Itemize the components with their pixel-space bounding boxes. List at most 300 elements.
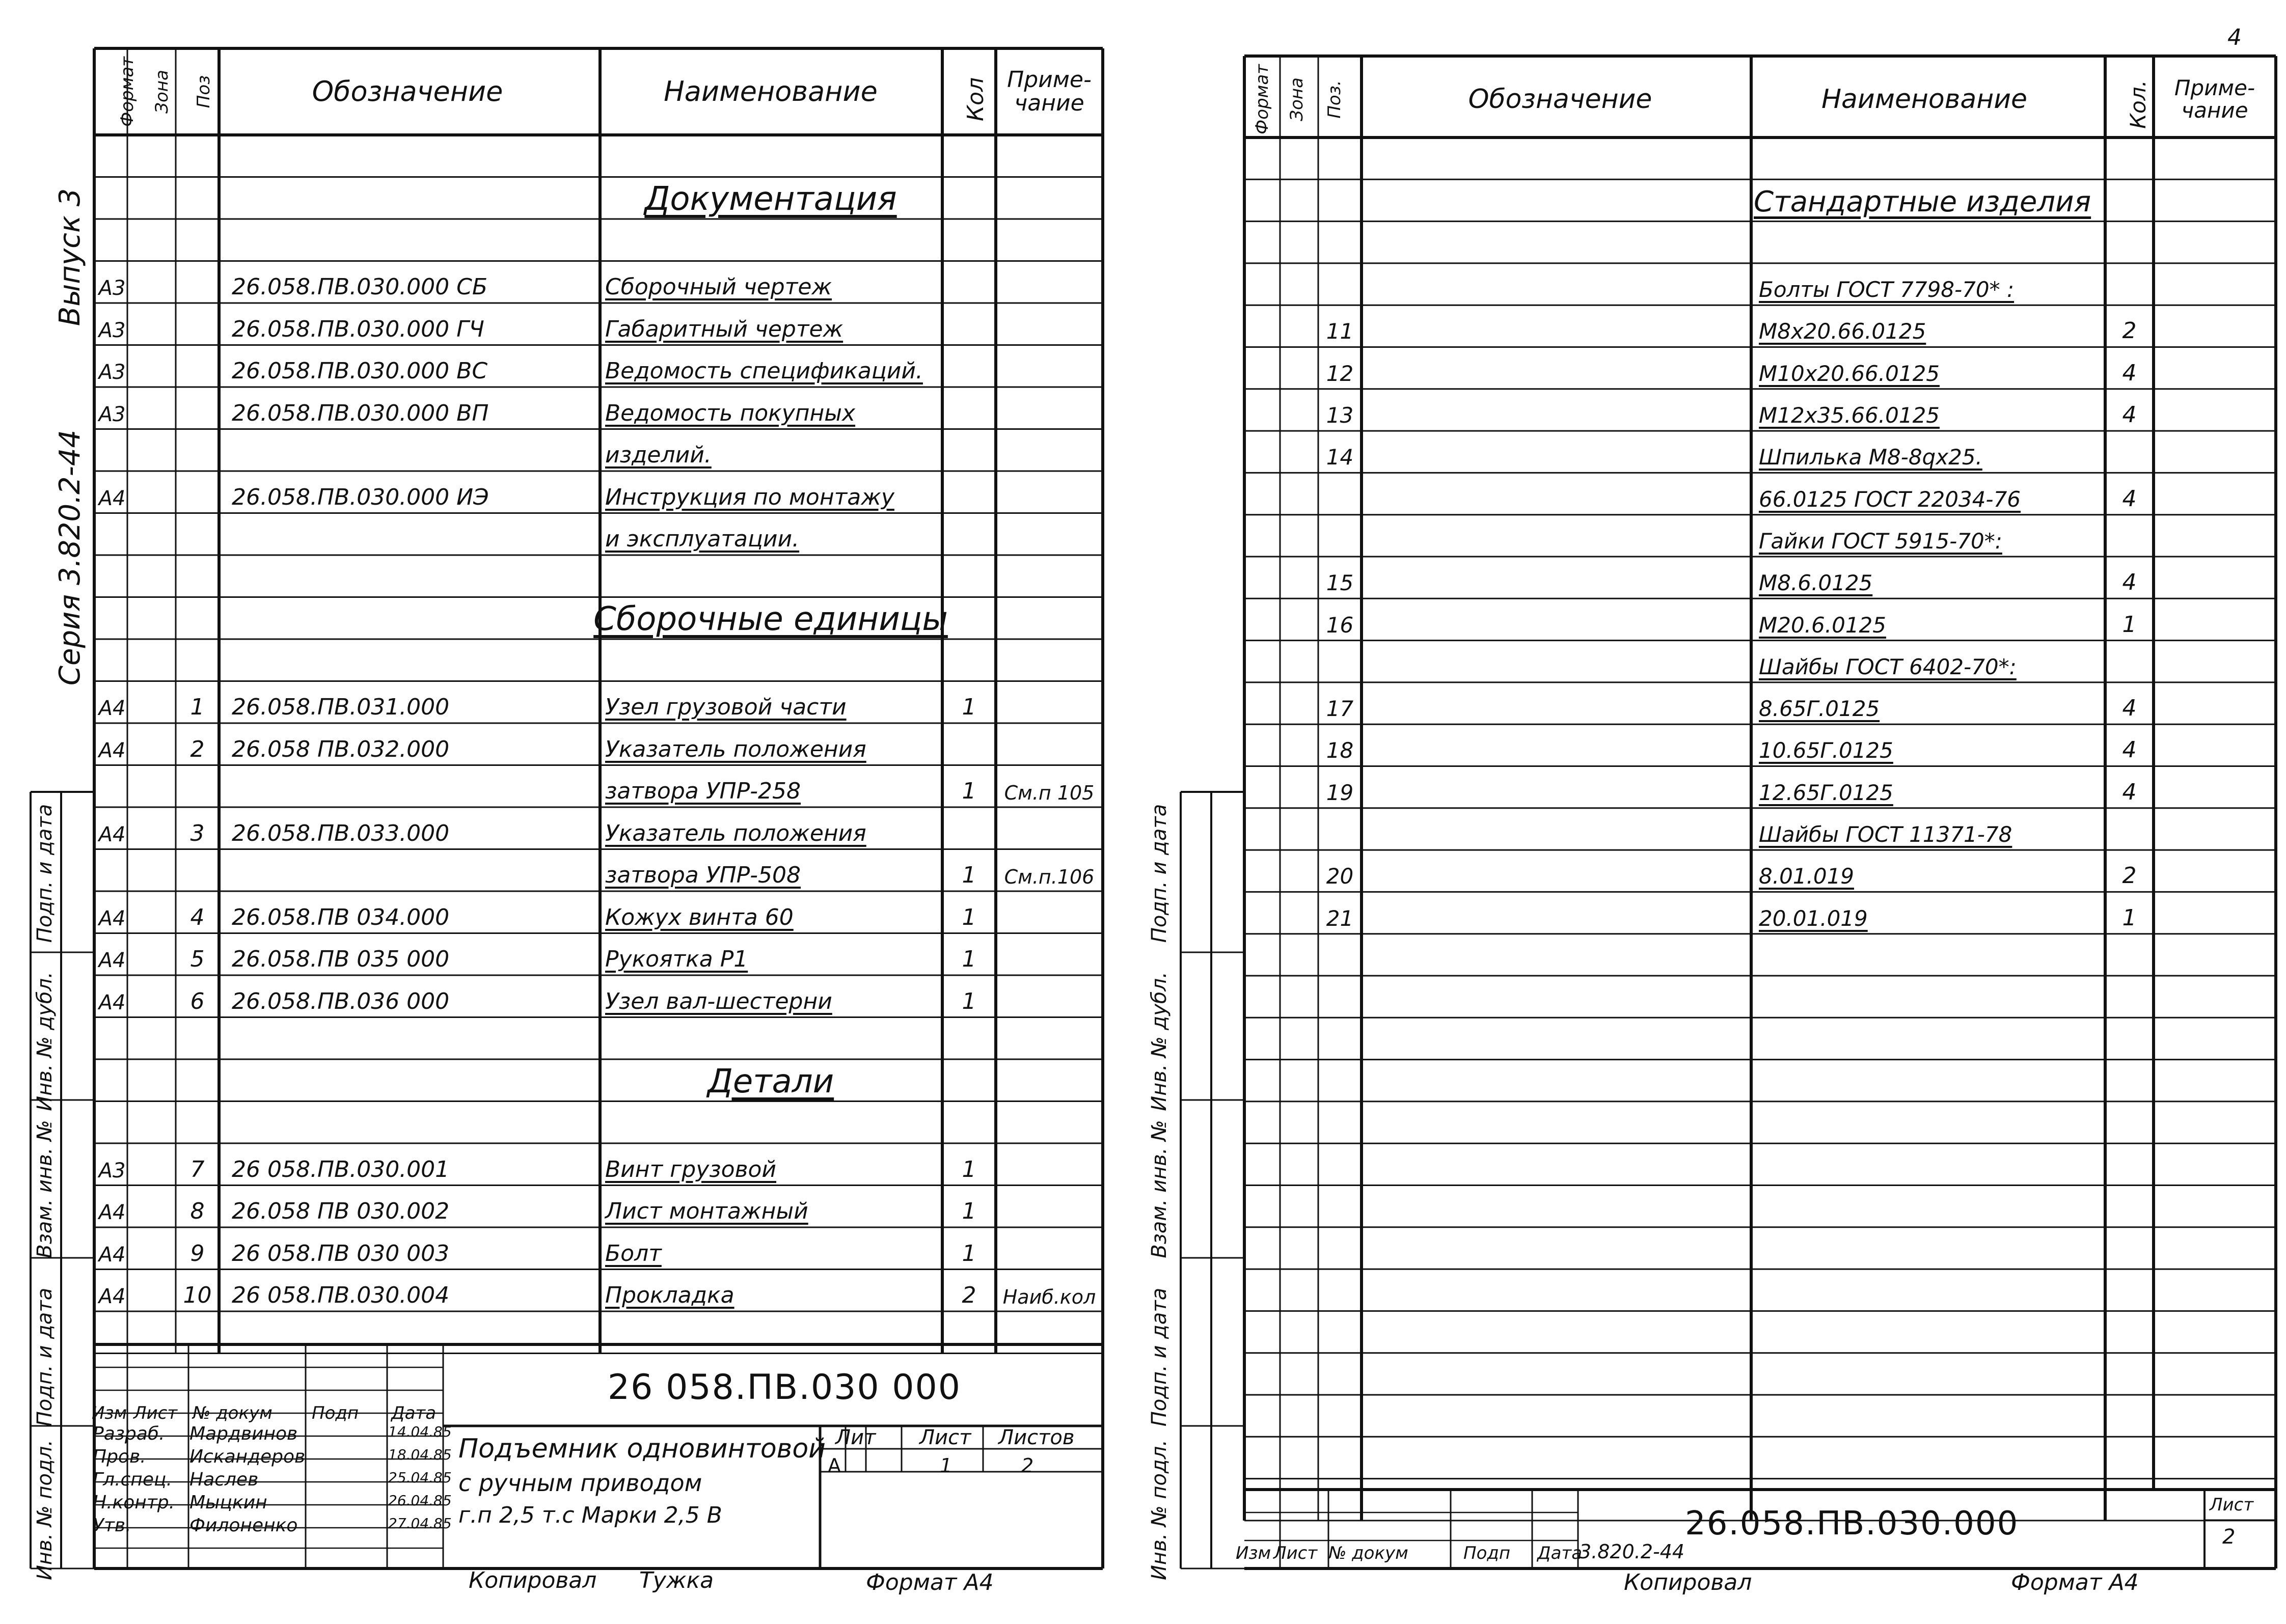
r-tb-col-doc: № докум: [1328, 1543, 1408, 1563]
left-row-qty: [942, 303, 996, 345]
sheet-label: Лист: [919, 1426, 971, 1449]
r-header-note-line2: чание: [2181, 98, 2248, 123]
left-row-name: Габаритный чертеж: [605, 316, 843, 342]
left-row-fmt: А4: [98, 1285, 126, 1308]
r-sheet-label: Лист: [2210, 1495, 2254, 1515]
sheet-value: 1: [940, 1454, 953, 1477]
right-row-name: М8.6.0125: [1759, 570, 1873, 596]
left-row-name: затвора УПР-258: [605, 778, 801, 804]
left-row-des: [232, 1311, 598, 1354]
right-row-des: [1369, 431, 1746, 473]
signatory-role: Пров.: [93, 1446, 146, 1467]
left-row-qty: [942, 513, 996, 556]
right-row-pos: 21: [1326, 905, 1354, 931]
right-row-pos: 16: [1326, 612, 1354, 638]
copied-label: Копировал: [469, 1567, 597, 1593]
left-row-name: Сборочный чертеж: [605, 274, 832, 300]
left-row-note: [996, 933, 1103, 976]
left-row-name: Сборочные единицы: [593, 600, 948, 638]
right-row-qty: 4: [2122, 360, 2137, 386]
tb-col-list: Лист: [133, 1403, 178, 1423]
right-row-des: [1369, 389, 1746, 431]
r-header-format: Формат: [1252, 64, 1272, 134]
right-row-qty: 2: [2122, 318, 2137, 344]
left-row-fmt: [97, 135, 127, 177]
strip-orig-inv: Инв. № подл.: [33, 1440, 57, 1580]
left-row-qty: [942, 555, 996, 597]
right-row-name: [1759, 137, 2105, 179]
left-row-qty: [942, 261, 996, 304]
left-row-name: и эксплуатации.: [605, 526, 800, 552]
left-row-pos: [176, 177, 219, 219]
right-row-des: [1369, 557, 1746, 598]
left-row-pos: 4: [190, 904, 205, 930]
left-row-name: Узел грузовой части: [605, 694, 847, 720]
right-row-pos: [1318, 515, 1362, 557]
left-row-pos: [176, 1311, 219, 1354]
signatory-date: 27.04.85: [388, 1515, 452, 1532]
right-row-qty: [2105, 515, 2154, 557]
right-row-name: Шайбы ГОСТ 6402-70*:: [1759, 654, 2017, 679]
left-row-des: 26 058.ПВ.030.001: [232, 1156, 450, 1182]
left-row-des: [232, 849, 598, 892]
left-row-qty: 1: [962, 1198, 976, 1224]
page-number: 4: [2227, 24, 2242, 50]
left-row-pos: [176, 135, 219, 177]
right-row-name: 20.01.019: [1759, 905, 1868, 931]
left-row-name: изделий.: [605, 442, 712, 468]
r-header-note: [2154, 56, 2276, 143]
r-tb-col-list: Лист: [1273, 1543, 1318, 1563]
left-row-pos: [176, 261, 219, 304]
left-row-fmt: А3: [98, 361, 126, 384]
left-row-fmt: А4: [98, 990, 126, 1014]
left-row-note: [996, 429, 1103, 472]
left-row-name: Узел вал-шестерни: [605, 988, 832, 1014]
left-row-qty: [942, 639, 996, 681]
left-row-fmt: А4: [98, 1201, 126, 1224]
signatory-role: Утв.: [93, 1515, 131, 1536]
right-row-name: 10.65Г.0125: [1759, 738, 1893, 763]
left-row-note: [996, 975, 1103, 1017]
right-row-pos: [1318, 263, 1362, 305]
r-copied-label: Копировал: [1624, 1570, 1752, 1595]
left-row-des: 26.058.ПВ.030.000 ИЭ: [232, 484, 489, 510]
left-row-des: [232, 219, 598, 261]
signatory-name: Мыцкин: [189, 1492, 267, 1513]
left-row-note: [996, 891, 1103, 933]
tb-col-izm: Изм: [92, 1403, 127, 1423]
header-note-line1: Приме-: [1007, 66, 1092, 93]
r-format-label: Формат А4: [2011, 1570, 2139, 1595]
left-row-qty: 1: [962, 988, 976, 1014]
right-row-pos: 11: [1326, 319, 1354, 344]
left-row-note: [996, 681, 1103, 724]
left-row-qty: [942, 1059, 996, 1102]
left-row-fmt: А3: [98, 277, 126, 300]
left-row-name: Указатель положения: [605, 736, 866, 762]
left-row-qty: [942, 597, 996, 640]
left-row-fmt: [97, 555, 127, 597]
right-row-name: 8.01.019: [1759, 864, 1855, 889]
left-row-des: [232, 639, 598, 681]
header-note-line2: чание: [1014, 90, 1084, 116]
r-strip-orig-inv: Инв. № подл.: [1148, 1440, 1171, 1580]
right-row-qty: 4: [2122, 737, 2137, 763]
signatory-date: 25.04.85: [388, 1469, 452, 1486]
left-row-note: [996, 219, 1103, 261]
left-row-fmt: [97, 513, 127, 556]
r-strip-dup-inv: Инв. № дубл.: [1148, 972, 1171, 1111]
signatory-date: 18.04.85: [388, 1446, 452, 1463]
left-row-des: 26.058.ПВ 035 000: [232, 946, 450, 972]
left-row-fmt: [97, 1059, 127, 1102]
left-row-fmt: [97, 429, 127, 472]
right-row-name: М10х20.66.0125: [1759, 361, 1940, 386]
left-row-fmt: [97, 639, 127, 681]
left-row-name: Болт: [605, 1240, 662, 1267]
signatory-date: 26.04.85: [388, 1492, 452, 1509]
left-row-des: 26.058.ПВ.030.000 ВС: [232, 358, 488, 384]
left-row-note: [996, 1143, 1103, 1186]
left-row-des: 26.058.ПВ.030.000 СБ: [232, 274, 488, 300]
right-row-qty: 1: [2122, 904, 2137, 931]
left-row-name: [605, 1017, 946, 1060]
left-row-note: [996, 471, 1103, 513]
right-row-pos: [1318, 808, 1362, 850]
left-row-name: Ведомость спецификаций.: [605, 358, 923, 384]
left-row-des: 26.058.ПВ.031.000: [232, 694, 450, 720]
left-row-name: [605, 639, 946, 681]
left-row-fmt: А4: [98, 949, 126, 972]
left-row-note: [996, 1017, 1103, 1060]
left-row-name: Винт грузовой: [605, 1156, 777, 1182]
left-row-qty: 1: [962, 904, 976, 930]
right-row-name: М20.6.0125: [1759, 612, 1886, 638]
right-row-name: 12.65Г.0125: [1759, 780, 1893, 805]
left-row-fmt: А4: [98, 738, 126, 762]
left-row-fmt: А3: [98, 1159, 126, 1182]
right-row-des: [1369, 137, 1746, 179]
left-row-qty: 1: [962, 778, 976, 804]
left-row-des: 26.058 ПВ.032.000: [232, 736, 450, 762]
right-row-des: [1369, 263, 1746, 305]
left-row-des: [232, 177, 598, 219]
right-row-pos: 20: [1326, 864, 1354, 889]
left-row-name: Ведомость покупных: [605, 400, 856, 426]
r-header-zone: Зона: [1287, 77, 1307, 121]
right-row-des: [1369, 179, 1746, 221]
r-doc-number: 26.058.ПВ.030.000: [1685, 1505, 2019, 1543]
left-row-qty: 1: [962, 694, 976, 720]
left-row-qty: [942, 471, 996, 513]
left-row-fmt: [97, 219, 127, 261]
left-row-qty: 2: [962, 1282, 976, 1308]
left-row-name: Лист монтажный: [605, 1198, 808, 1224]
right-row-des: [1369, 724, 1746, 766]
left-row-fmt: [97, 765, 127, 808]
left-row-name: Прокладка: [605, 1282, 734, 1308]
r-series: 3.820.2-44: [1579, 1540, 1685, 1563]
left-row-note: [996, 597, 1103, 640]
left-row-des: 26 058.ПВ.030.004: [232, 1282, 450, 1308]
left-row-note: [996, 639, 1103, 681]
left-row-note: [996, 1227, 1103, 1270]
right-row-pos: [1318, 473, 1362, 514]
left-row-fmt: [97, 849, 127, 892]
left-row-des: 26.058.ПВ.036 000: [232, 988, 450, 1014]
left-row-note: [996, 303, 1103, 345]
right-row-pos: [1318, 179, 1362, 221]
left-row-qty: [942, 723, 996, 765]
right-row-qty: [2105, 222, 2154, 263]
left-row-pos: 9: [190, 1240, 205, 1267]
r-tb-col-date: Дата: [1537, 1543, 1583, 1563]
right-row-qty: 4: [2122, 569, 2137, 596]
left-row-fmt: [97, 1102, 127, 1144]
left-row-note: [996, 1186, 1103, 1228]
left-row-pos: [176, 597, 219, 640]
signatory-role: Гл.спец.: [93, 1469, 172, 1490]
left-row-des: [232, 135, 598, 177]
left-row-name: Указатель положения: [605, 820, 866, 846]
product-line2: с ручным приводом: [458, 1469, 702, 1497]
left-row-note: [996, 345, 1103, 388]
left-row-note: [996, 177, 1103, 219]
header-format: Формат: [117, 57, 138, 127]
left-row-fmt: [97, 1311, 127, 1354]
strip-repl-inv: Взам. инв. №: [33, 1120, 57, 1258]
left-row-des: 26.058 ПВ 030.002: [232, 1198, 450, 1224]
left-row-fmt: [97, 597, 127, 640]
sheets-label: Листов: [998, 1426, 1075, 1449]
left-row-qty: 1: [962, 946, 976, 972]
signatory-role: Разраб.: [93, 1423, 165, 1444]
copied-name: Тужка: [639, 1567, 714, 1593]
left-row-pos: [176, 639, 219, 681]
left-row-name: [605, 219, 946, 261]
left-row-fmt: А4: [98, 486, 126, 510]
header-qty: Кол: [963, 77, 989, 122]
left-row-note: [996, 387, 1103, 429]
right-row-pos: 17: [1326, 696, 1354, 722]
left-row-pos: [176, 555, 219, 597]
r-strip-sign-date-1: Подп. и дата: [1148, 804, 1171, 943]
issue-label: Выпуск 3: [53, 188, 87, 326]
left-row-pos: [176, 849, 219, 892]
left-row-pos: [176, 219, 219, 261]
header-designation: Обозначение: [312, 75, 503, 107]
right-sheet: [1135, 0, 2286, 1624]
tb-col-date: Дата: [391, 1403, 437, 1423]
left-row-des: 26 058.ПВ 030 003: [232, 1240, 450, 1267]
left-row-des: [232, 597, 598, 640]
left-row-des: 26.058.ПВ.030.000 ГЧ: [232, 316, 484, 342]
left-row-name: Рукоятка Р1: [605, 946, 748, 972]
lit-label: Лит: [835, 1426, 876, 1449]
left-row-qty: 1: [962, 862, 976, 888]
strip-sign-date-1: Подп. и дата: [33, 804, 57, 943]
right-row-name: Стандартные изделия: [1754, 185, 2091, 218]
left-row-note: [996, 555, 1103, 597]
right-row-pos: 14: [1326, 445, 1354, 470]
left-row-pos: [176, 1059, 219, 1102]
right-row-qty: [2105, 808, 2154, 850]
signatory-name: Искандеров: [189, 1446, 306, 1467]
right-row-qty: 4: [2122, 779, 2137, 805]
left-row-fmt: А4: [98, 1243, 126, 1267]
left-row-des: [232, 513, 598, 556]
right-row-des: [1369, 641, 1746, 682]
right-row-des: [1369, 473, 1746, 514]
left-row-pos: 7: [190, 1156, 205, 1182]
right-row-qty: [2105, 641, 2154, 682]
right-row-pos: [1318, 137, 1362, 179]
header-name: Наименование: [664, 75, 878, 107]
left-row-name: Инструкция по монтажу: [605, 484, 894, 510]
r-header-pos: Поз.: [1324, 80, 1345, 119]
header-note: [996, 48, 1103, 135]
right-row-qty: [2105, 431, 2154, 473]
signatory-name: Мардвинов: [189, 1423, 298, 1444]
left-row-des: 26.058.ПВ 034.000: [232, 904, 450, 930]
r-header-name: Наименование: [1821, 84, 2028, 115]
left-row-note: [996, 513, 1103, 556]
right-row-pos: 19: [1326, 780, 1354, 805]
left-row-name: [605, 1102, 946, 1144]
left-row-des: [232, 765, 598, 808]
left-row-note: [996, 135, 1103, 177]
left-row-pos: 8: [190, 1198, 205, 1224]
left-row-qty: [942, 345, 996, 388]
left-row-pos: [176, 1017, 219, 1060]
strip-dup-inv: Инв. № дубл.: [33, 972, 57, 1111]
signatory-role: Н.контр.: [93, 1492, 175, 1513]
left-row-note: [996, 723, 1103, 765]
left-row-des: 26.058.ПВ.030.000 ВП: [232, 400, 489, 426]
left-row-des: 26.058.ПВ.033.000: [232, 820, 450, 846]
right-row-qty: 1: [2122, 611, 2137, 638]
left-row-qty: [942, 429, 996, 472]
left-row-name: Кожух винта 60: [605, 904, 794, 930]
right-row-name: М8х20.66.0125: [1759, 319, 1926, 344]
right-row-des: [1369, 598, 1746, 640]
left-row-note: [996, 1311, 1103, 1354]
right-row-pos: 15: [1326, 570, 1354, 596]
left-row-qty: [942, 807, 996, 849]
left-row-qty: [942, 219, 996, 261]
left-row-pos: [176, 765, 219, 808]
left-row-name: Документация: [644, 180, 897, 218]
right-row-pos: 12: [1326, 361, 1354, 386]
right-row-name: М12х35.66.0125: [1759, 403, 1940, 428]
left-row-pos: 2: [190, 736, 205, 762]
r-strip-repl-inv: Взам. инв. №: [1148, 1120, 1171, 1258]
series-label: Серия 3.820.2-44: [53, 429, 87, 686]
left-row-pos: [176, 513, 219, 556]
left-row-fmt: [97, 1017, 127, 1060]
product-line3: г.п 2,5 т.с Марки 2,5 В: [458, 1502, 722, 1528]
left-row-qty: [942, 135, 996, 177]
right-row-des: [1369, 892, 1746, 933]
right-row-des: [1369, 682, 1746, 724]
right-row-name: [1759, 222, 2105, 263]
right-row-pos: 13: [1326, 403, 1354, 428]
left-row-pos: [176, 303, 219, 345]
right-row-qty: 4: [2122, 695, 2137, 722]
left-row-qty: [942, 1017, 996, 1060]
tb-col-sign: Подп: [312, 1403, 359, 1423]
left-row-fmt: А4: [98, 822, 126, 846]
right-row-des: [1369, 222, 1746, 263]
left-row-name: [605, 1311, 946, 1354]
left-row-name: [605, 555, 946, 597]
left-row-des: [232, 555, 598, 597]
left-row-fmt: [97, 177, 127, 219]
header-zone: Зона: [152, 70, 172, 114]
right-row-qty: [2105, 137, 2154, 179]
r-tb-col-izm: Изм: [1236, 1543, 1271, 1563]
left-row-pos: 3: [190, 820, 205, 846]
left-row-des: [232, 1059, 598, 1102]
left-row-note: [996, 261, 1103, 304]
left-row-name: затвора УПР-508: [605, 862, 801, 888]
left-doc-number: 26 058.ПВ.030 000: [607, 1367, 962, 1408]
left-row-fmt: А3: [98, 318, 126, 342]
left-row-pos: [176, 1102, 219, 1144]
right-row-name: Болты ГОСТ 7798-70* :: [1759, 277, 2015, 302]
left-row-name: Детали: [707, 1062, 834, 1100]
left-row-pos: [176, 387, 219, 429]
left-row-pos: [176, 429, 219, 472]
right-row-des: [1369, 515, 1746, 557]
right-row-name: Гайки ГОСТ 5915-70*:: [1759, 528, 2002, 554]
left-row-note: [996, 1059, 1103, 1102]
left-row-qty: [942, 1311, 996, 1354]
r-sheet-value: 2: [2222, 1525, 2236, 1549]
left-row-qty: 1: [962, 1240, 976, 1267]
product-line1: Подъемник одновинтовой: [458, 1434, 826, 1464]
left-row-des: [232, 429, 598, 472]
right-row-qty: 4: [2122, 402, 2137, 428]
signatory-date: 14.04.85: [388, 1423, 452, 1440]
right-row-des: [1369, 347, 1746, 389]
left-sheet: [0, 0, 1131, 1624]
right-row-name: Шпилька М8-8qх25.: [1759, 445, 1982, 470]
signatory-name: Наслев: [189, 1469, 259, 1490]
r-strip-sign-date-2: Подп. и дата: [1148, 1287, 1171, 1427]
left-row-fmt: А4: [98, 906, 126, 930]
left-row-des: [232, 1102, 598, 1144]
left-row-note: См.п.106: [1004, 866, 1095, 888]
right-row-qty: 2: [2122, 863, 2137, 889]
left-row-pos: 10: [183, 1282, 212, 1308]
left-row-qty: 1: [962, 1156, 976, 1182]
left-row-note: [996, 1102, 1103, 1144]
left-row-pos: 6: [190, 988, 205, 1014]
right-row-des: [1369, 808, 1746, 850]
right-row-name: Шайбы ГОСТ 11371-78: [1759, 822, 2012, 847]
right-row-qty: [2105, 179, 2154, 221]
right-row-name: 8.65Г.0125: [1759, 696, 1880, 722]
right-row-pos: 18: [1326, 738, 1354, 763]
left-row-pos: [176, 345, 219, 388]
r-header-designation: Обозначение: [1468, 84, 1652, 115]
right-row-pos: [1318, 222, 1362, 263]
right-row-pos: [1318, 641, 1362, 682]
r-header-qty: Кол.: [2126, 80, 2151, 129]
r-header-note-line1: Приме-: [2174, 75, 2255, 100]
